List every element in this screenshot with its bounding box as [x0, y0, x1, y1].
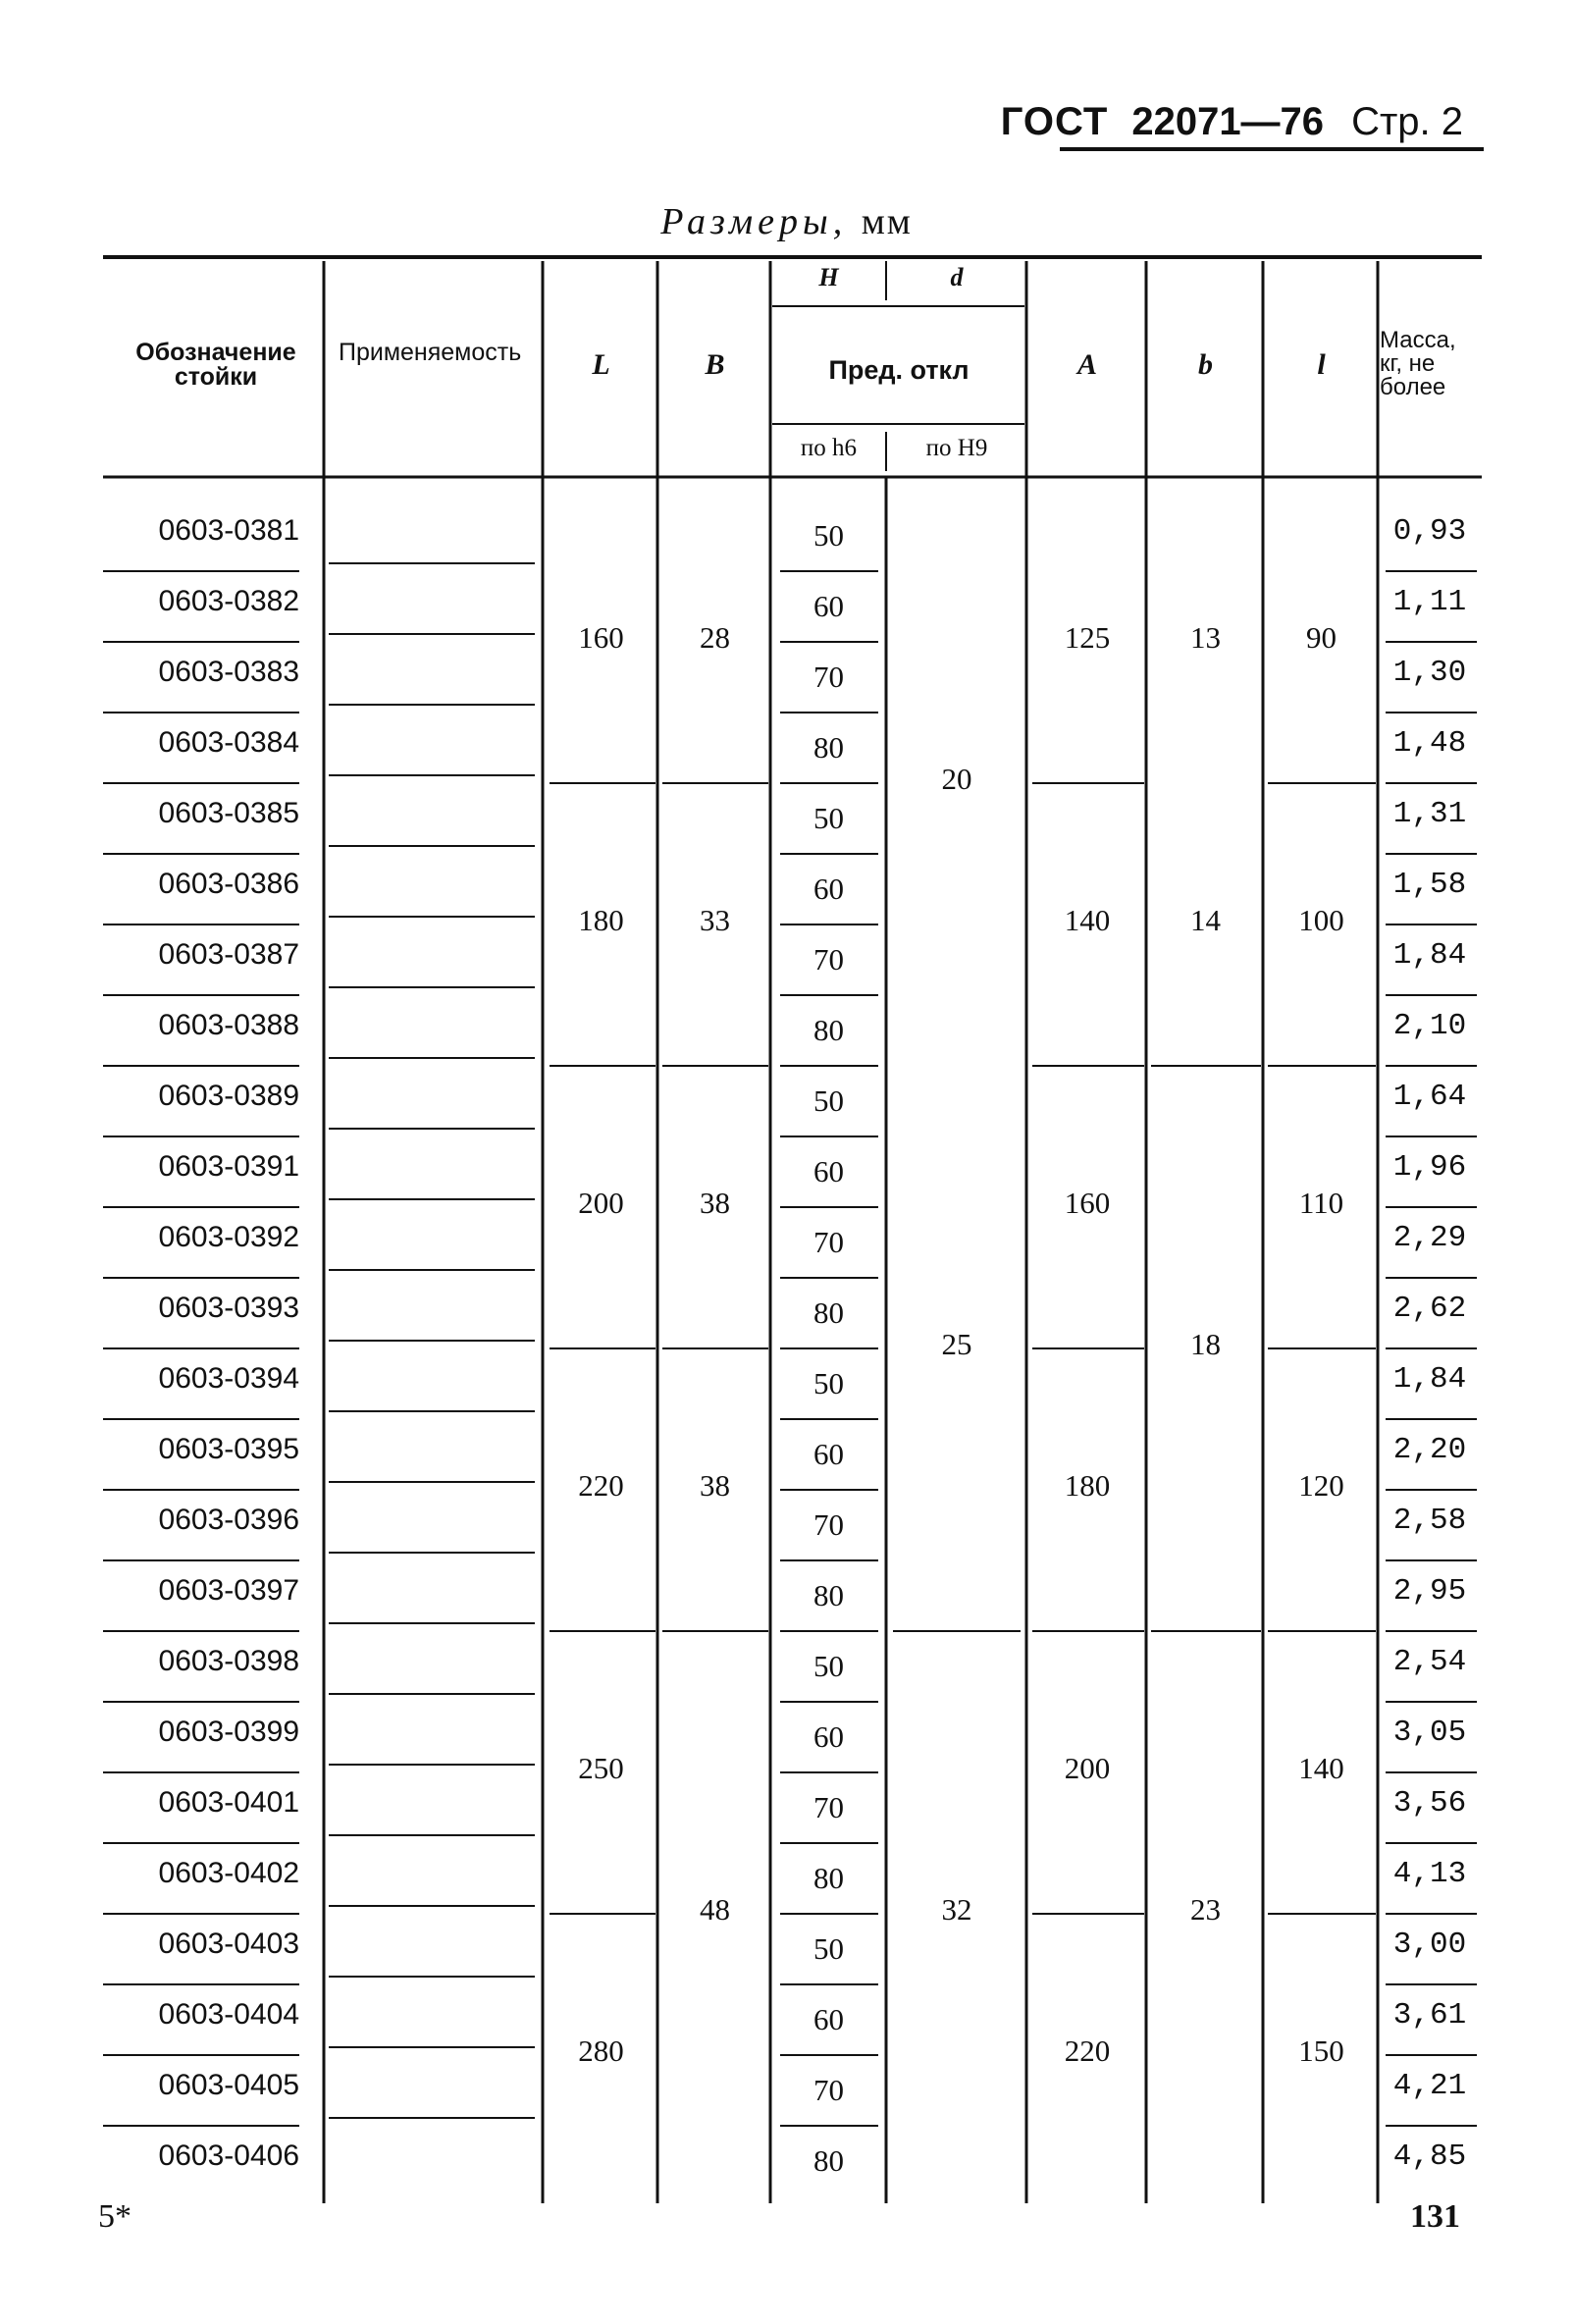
row-mass: 1,31 — [1392, 797, 1467, 831]
row-designation: 0603-0391 — [158, 1150, 299, 1183]
header-b: b — [1198, 348, 1213, 381]
group-B-value: 38 — [700, 1186, 730, 1220]
row-mass: 2,54 — [1392, 1645, 1467, 1679]
merged-d-value: 32 — [941, 1892, 972, 1927]
header-h6: по h6 — [800, 435, 858, 461]
row-H-value: 60 — [813, 1719, 844, 1754]
row-mass: 4,13 — [1392, 1857, 1467, 1891]
row-mass: 1,96 — [1392, 1150, 1467, 1185]
row-H-value: 70 — [813, 942, 844, 977]
table-title-unit: мм — [861, 201, 913, 242]
row-designation: 0603-0405 — [158, 2069, 299, 2101]
row-mass: 1,64 — [1392, 1080, 1467, 1114]
row-mass: 1,30 — [1392, 656, 1467, 690]
group-l-value: 110 — [1298, 1186, 1344, 1220]
row-designation: 0603-0402 — [158, 1857, 299, 1889]
group-L-value: 220 — [578, 1468, 624, 1503]
standard-label: ГОСТ — [1000, 100, 1109, 143]
row-mass: 2,62 — [1392, 1292, 1467, 1326]
row-mass: 2,10 — [1392, 1009, 1467, 1043]
row-mass: 3,05 — [1392, 1716, 1467, 1750]
row-H-value: 70 — [813, 2073, 844, 2107]
header-application: Применяемость — [339, 339, 522, 366]
group-L-value: 160 — [578, 620, 624, 655]
row-H-value: 50 — [813, 1649, 844, 1683]
row-designation: 0603-0385 — [158, 797, 299, 829]
group-B-value: 33 — [700, 903, 730, 937]
row-designation: 0603-0387 — [158, 938, 299, 971]
row-H-value: 60 — [813, 872, 844, 906]
row-designation: 0603-0403 — [158, 1928, 299, 1960]
row-designation: 0603-0404 — [158, 1998, 299, 2031]
row-mass: 2,58 — [1392, 1504, 1467, 1538]
row-mass: 3,00 — [1392, 1928, 1467, 1962]
row-mass: 1,84 — [1392, 1362, 1467, 1397]
group-l-value: 120 — [1298, 1468, 1344, 1503]
header-B: B — [705, 348, 725, 381]
row-H-value: 50 — [813, 518, 844, 553]
row-mass: 1,84 — [1392, 938, 1467, 973]
row-H-value: 80 — [813, 730, 844, 765]
row-H-value: 80 — [813, 1295, 844, 1330]
row-H-value: 50 — [813, 1083, 844, 1118]
group-b-value: 14 — [1190, 903, 1221, 937]
page-label: Стр. 2 — [1351, 100, 1463, 143]
row-designation: 0603-0392 — [158, 1221, 299, 1253]
group-A-value: 200 — [1064, 1751, 1111, 1785]
group-A-value: 125 — [1064, 620, 1111, 655]
row-designation: 0603-0383 — [158, 656, 299, 688]
row-H-value: 60 — [813, 589, 844, 623]
row-H-value: 70 — [813, 1507, 844, 1542]
row-mass: 2,95 — [1392, 1574, 1467, 1609]
group-l-value: 140 — [1298, 1751, 1344, 1785]
row-designation: 0603-0397 — [158, 1574, 299, 1607]
row-designation: 0603-0406 — [158, 2139, 299, 2172]
row-designation: 0603-0394 — [158, 1362, 299, 1395]
row-H-value: 60 — [813, 1154, 844, 1188]
row-mass: 2,29 — [1392, 1221, 1467, 1255]
group-L-value: 180 — [578, 903, 624, 937]
group-L-value: 200 — [578, 1186, 624, 1220]
merged-B-value: 48 — [700, 1892, 730, 1927]
group-l-value: 90 — [1306, 620, 1337, 655]
merged-b-value: 23 — [1190, 1892, 1221, 1927]
table-title-main: Размеры, — [660, 201, 848, 242]
row-H-value: 70 — [813, 1225, 844, 1259]
row-designation: 0603-0382 — [158, 585, 299, 617]
header-l: l — [1317, 348, 1326, 381]
group-L-value: 250 — [578, 1751, 624, 1785]
header-L: L — [592, 348, 610, 381]
row-H-value: 60 — [813, 1437, 844, 1471]
row-designation: 0603-0393 — [158, 1292, 299, 1324]
row-mass: 4,85 — [1392, 2139, 1467, 2174]
group-A-value: 220 — [1064, 2034, 1111, 2068]
group-B-value: 28 — [700, 620, 730, 655]
row-H-value: 50 — [813, 1366, 844, 1400]
group-l-value: 100 — [1298, 903, 1344, 937]
group-B-value: 38 — [700, 1468, 730, 1503]
row-H-value: 80 — [813, 1578, 844, 1612]
row-designation: 0603-0396 — [158, 1504, 299, 1536]
row-mass: 4,21 — [1392, 2069, 1467, 2103]
header-H: H — [818, 263, 839, 291]
row-mass: 1,58 — [1392, 868, 1467, 902]
merged-d-value: 25 — [941, 1327, 972, 1361]
row-designation: 0603-0384 — [158, 726, 299, 759]
row-H-value: 80 — [813, 1861, 844, 1895]
group-b-value: 13 — [1190, 620, 1221, 655]
header-A: A — [1076, 348, 1097, 381]
group-A-value: 180 — [1064, 1468, 1111, 1503]
header-designation: Обозначение стойки — [135, 339, 296, 391]
row-designation: 0603-0398 — [158, 1645, 299, 1677]
row-mass: 1,11 — [1392, 585, 1467, 619]
row-designation: 0603-0381 — [158, 514, 299, 547]
group-L-value: 280 — [578, 2034, 624, 2068]
merged-b-value: 18 — [1190, 1327, 1221, 1361]
row-mass: 3,61 — [1392, 1998, 1467, 2033]
row-H-value: 60 — [813, 2002, 844, 2036]
row-mass: 1,48 — [1392, 726, 1467, 761]
row-mass: 3,56 — [1392, 1786, 1467, 1821]
header-H9: по H9 — [925, 435, 988, 461]
row-designation: 0603-0401 — [158, 1786, 299, 1819]
row-H-value: 70 — [813, 1790, 844, 1824]
row-designation: 0603-0395 — [158, 1433, 299, 1465]
row-mass: 0,93 — [1392, 514, 1467, 549]
standard-number: 22071—76 — [1131, 100, 1325, 143]
group-l-value: 150 — [1298, 2034, 1344, 2068]
row-H-value: 80 — [813, 2143, 844, 2178]
group-A-value: 140 — [1064, 903, 1111, 937]
row-H-value: 50 — [813, 801, 844, 835]
row-mass: 2,20 — [1392, 1433, 1467, 1467]
row-H-value: 80 — [813, 1013, 844, 1047]
row-designation: 0603-0386 — [158, 868, 299, 900]
row-designation: 0603-0399 — [158, 1716, 299, 1748]
header-tolerance: Пред. откл — [828, 355, 970, 385]
row-H-value: 70 — [813, 660, 844, 694]
group-A-value: 160 — [1064, 1186, 1111, 1220]
page-number: 131 — [1410, 2198, 1460, 2235]
row-designation: 0603-0388 — [158, 1009, 299, 1041]
header-mass: Масса, кг, не более — [1380, 327, 1456, 400]
header-d: d — [950, 263, 964, 291]
row-H-value: 50 — [813, 1931, 844, 1966]
row-designation: 0603-0389 — [158, 1080, 299, 1112]
footer-left-mark: 5* — [98, 2198, 131, 2235]
merged-d-value: 20 — [941, 762, 972, 796]
